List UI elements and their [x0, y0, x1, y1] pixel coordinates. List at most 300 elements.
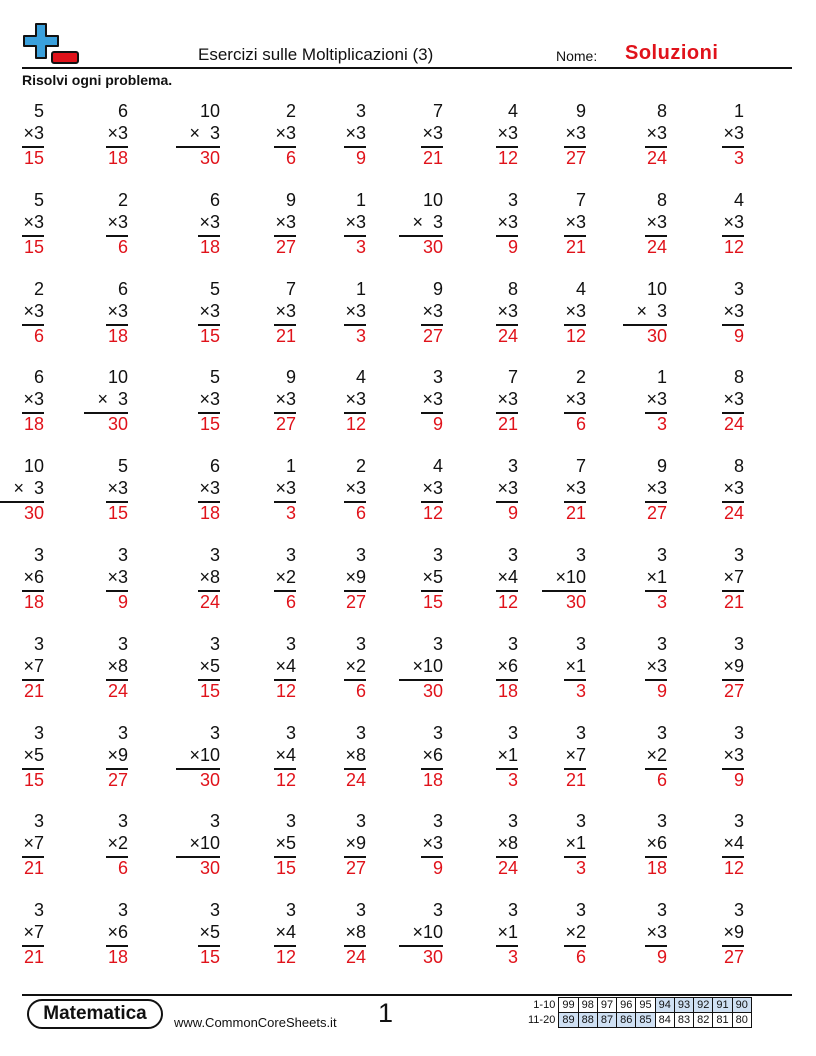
answer: 12 [565, 326, 586, 346]
problem [252, 367, 296, 437]
multiplier: ×4 [497, 567, 518, 587]
multiplier: ×7 [565, 745, 586, 765]
problem [176, 634, 220, 704]
multiplier: ×3 [23, 389, 44, 409]
answer: 24 [497, 858, 518, 878]
multiplier: ×3 [275, 212, 296, 232]
multiplier: ×3 [107, 123, 128, 143]
multiplier: ×3 [497, 301, 518, 321]
problem [399, 101, 443, 171]
multiplier: ×3 [646, 922, 667, 942]
problem [252, 456, 296, 526]
problem [176, 723, 220, 793]
problem [700, 190, 744, 260]
answer: 6 [33, 326, 44, 346]
answer: 27 [723, 681, 744, 701]
problem [84, 634, 128, 704]
multiplicand: 7 [575, 190, 586, 210]
answer: 9 [507, 237, 518, 257]
score-cell: 90 [732, 998, 751, 1013]
multiplicand: 3 [507, 190, 518, 210]
problem [542, 279, 586, 349]
multiplier: ×1 [646, 567, 667, 587]
answer: 27 [275, 237, 296, 257]
answer: 12 [497, 148, 518, 168]
multiplier: ×7 [23, 833, 44, 853]
multiplier: ×3 [565, 212, 586, 232]
multiplier: ×3 [275, 478, 296, 498]
answer: 18 [107, 326, 128, 346]
multiplicand: 3 [285, 723, 296, 743]
site-url: www.CommonCoreSheets.it [174, 1015, 337, 1030]
answer: 15 [107, 503, 128, 523]
answer: 30 [23, 503, 44, 523]
multiplicand: 3 [209, 723, 220, 743]
problem [474, 900, 518, 970]
problem [474, 456, 518, 526]
problem [474, 545, 518, 615]
score-cell: 82 [694, 1013, 713, 1028]
multiplier: ×9 [723, 922, 744, 942]
problem [623, 456, 667, 526]
multiplier: ×7 [723, 567, 744, 587]
multiplicand: 2 [575, 367, 586, 387]
multiplicand: 3 [117, 723, 128, 743]
multiplicand: 3 [209, 545, 220, 565]
multiplicand: 6 [33, 367, 44, 387]
multiplicand: 1 [355, 190, 366, 210]
answer: 27 [422, 326, 443, 346]
multiplier: ×3 [723, 745, 744, 765]
problem [700, 545, 744, 615]
multiplier: ×3 [345, 301, 366, 321]
multiplicand: 3 [656, 811, 667, 831]
answer: 3 [656, 414, 667, 434]
multiplicand: 3 [507, 900, 518, 920]
multiplicand: 3 [117, 634, 128, 654]
multiplier: ×6 [497, 656, 518, 676]
multiplier: × 3 [636, 301, 667, 321]
multiplier: ×3 [646, 656, 667, 676]
problem [0, 456, 44, 526]
score-cell: 85 [636, 1013, 655, 1028]
multiplier: ×3 [565, 123, 586, 143]
multiplier: ×3 [565, 301, 586, 321]
answer: 30 [422, 681, 443, 701]
answer: 27 [723, 947, 744, 967]
multiplier: ×3 [723, 478, 744, 498]
answer: 15 [199, 414, 220, 434]
answer: 6 [575, 947, 586, 967]
problem [0, 900, 44, 970]
name-value: Soluzioni [625, 42, 719, 64]
answer: 12 [275, 770, 296, 790]
problem [322, 900, 366, 970]
multiplier: ×3 [23, 212, 44, 232]
score-cell: 98 [578, 998, 597, 1013]
problem [252, 101, 296, 171]
multiplicand: 3 [285, 634, 296, 654]
answer: 27 [646, 503, 667, 523]
multiplier: ×3 [199, 389, 220, 409]
answer: 15 [199, 326, 220, 346]
multiplier: ×3 [497, 478, 518, 498]
problem [399, 723, 443, 793]
multiplicand: 3 [656, 545, 667, 565]
multiplicand: 3 [507, 634, 518, 654]
multiplicand: 3 [355, 634, 366, 654]
problem [399, 634, 443, 704]
answer: 6 [117, 237, 128, 257]
multiplier: ×3 [199, 212, 220, 232]
problem [322, 101, 366, 171]
answer: 27 [275, 414, 296, 434]
problem [0, 545, 44, 615]
problem [252, 190, 296, 260]
multiplier: ×10 [189, 833, 220, 853]
score-cell: 99 [559, 998, 578, 1013]
multiplier: ×2 [345, 656, 366, 676]
problem [623, 101, 667, 171]
answer: 21 [565, 237, 586, 257]
multiplier: × 3 [412, 212, 443, 232]
page-number: 1 [378, 998, 394, 1028]
multiplicand: 10 [23, 456, 44, 476]
answer: 18 [23, 414, 44, 434]
multiplier: ×3 [345, 123, 366, 143]
multiplier: ×1 [565, 656, 586, 676]
problem [252, 811, 296, 881]
problem [474, 723, 518, 793]
problem [0, 634, 44, 704]
multiplier: ×8 [345, 922, 366, 942]
problem [0, 367, 44, 437]
answer: 12 [345, 414, 366, 434]
multiplicand: 3 [432, 545, 443, 565]
multiplier: ×10 [412, 922, 443, 942]
multiplier: ×3 [497, 212, 518, 232]
answer: 3 [575, 681, 586, 701]
multiplicand: 4 [507, 101, 518, 121]
score-cell: 95 [636, 998, 655, 1013]
problem [176, 456, 220, 526]
multiplier: ×8 [345, 745, 366, 765]
problem [399, 545, 443, 615]
answer: 27 [565, 148, 586, 168]
brand-badge: Matematica [27, 999, 163, 1029]
multiplicand: 1 [355, 279, 366, 299]
problem [322, 279, 366, 349]
score-cell: 92 [694, 998, 713, 1013]
answer: 18 [497, 681, 518, 701]
multiplicand: 2 [285, 101, 296, 121]
multiplier: ×3 [497, 123, 518, 143]
multiplicand: 3 [285, 811, 296, 831]
multiplicand: 3 [507, 723, 518, 743]
multiplier: ×3 [422, 301, 443, 321]
problem [84, 456, 128, 526]
multiplicand: 8 [656, 101, 667, 121]
multiplicand: 3 [575, 545, 586, 565]
problem [399, 456, 443, 526]
multiplicand: 3 [33, 900, 44, 920]
problem [474, 279, 518, 349]
multiplicand: 6 [209, 190, 220, 210]
answer: 3 [656, 592, 667, 612]
multiplier: ×4 [723, 833, 744, 853]
answer: 12 [723, 858, 744, 878]
multiplier: ×5 [23, 745, 44, 765]
answer: 24 [199, 592, 220, 612]
score-cell: 80 [732, 1013, 751, 1028]
problem [322, 811, 366, 881]
answer: 30 [565, 592, 586, 612]
multiplier: ×3 [565, 389, 586, 409]
multiplicand: 3 [507, 456, 518, 476]
problem [322, 456, 366, 526]
answer: 12 [723, 237, 744, 257]
multiplicand: 2 [33, 279, 44, 299]
multiplicand: 3 [507, 545, 518, 565]
score-row-label: 11-20 [528, 1014, 556, 1026]
answer: 18 [646, 858, 667, 878]
multiplier: ×3 [107, 212, 128, 232]
multiplier: ×3 [199, 301, 220, 321]
multiplier: ×3 [345, 478, 366, 498]
multiplicand: 3 [733, 811, 744, 831]
answer: 24 [723, 414, 744, 434]
answer: 24 [107, 681, 128, 701]
multiplicand: 3 [432, 723, 443, 743]
multiplier: ×9 [345, 833, 366, 853]
problem [399, 900, 443, 970]
multiplicand: 3 [33, 811, 44, 831]
multiplicand: 6 [209, 456, 220, 476]
answer: 24 [345, 770, 366, 790]
multiplicand: 3 [117, 545, 128, 565]
problem [623, 634, 667, 704]
answer: 30 [422, 947, 443, 967]
multiplicand: 8 [733, 456, 744, 476]
multiplicand: 3 [733, 723, 744, 743]
multiplicand: 3 [575, 900, 586, 920]
multiplicand: 3 [656, 900, 667, 920]
problem [252, 545, 296, 615]
answer: 3 [507, 770, 518, 790]
answer: 12 [275, 681, 296, 701]
answer: 30 [646, 326, 667, 346]
multiplier: ×7 [23, 922, 44, 942]
multiplicand: 3 [285, 900, 296, 920]
multiplier: ×3 [23, 123, 44, 143]
score-cell: 81 [713, 1013, 732, 1028]
multiplier: ×4 [275, 745, 296, 765]
problem [84, 101, 128, 171]
multiplier: ×3 [23, 301, 44, 321]
multiplicand: 2 [117, 190, 128, 210]
answer: 9 [432, 414, 443, 434]
problem [542, 634, 586, 704]
problem [322, 367, 366, 437]
answer: 3 [575, 858, 586, 878]
multiplicand: 4 [432, 456, 443, 476]
problem [84, 723, 128, 793]
multiplier: ×4 [275, 656, 296, 676]
multiplicand: 3 [209, 900, 220, 920]
problem [542, 101, 586, 171]
multiplicand: 4 [733, 190, 744, 210]
answer: 18 [422, 770, 443, 790]
answer: 3 [285, 503, 296, 523]
score-row-label: 1-10 [533, 999, 556, 1011]
problem [176, 811, 220, 881]
problem [84, 545, 128, 615]
multiplicand: 3 [209, 811, 220, 831]
answer: 21 [422, 148, 443, 168]
answer: 15 [23, 148, 44, 168]
problem [84, 279, 128, 349]
answer: 6 [285, 148, 296, 168]
multiplicand: 3 [656, 634, 667, 654]
answer: 12 [422, 503, 443, 523]
multiplier: ×2 [275, 567, 296, 587]
problem [623, 367, 667, 437]
score-row [525, 998, 751, 1013]
problem [252, 900, 296, 970]
answer: 18 [199, 237, 220, 257]
score-cell: 89 [559, 1013, 578, 1028]
multiplier: ×3 [646, 389, 667, 409]
multiplicand: 2 [355, 456, 366, 476]
multiplicand: 3 [432, 811, 443, 831]
answer: 21 [565, 770, 586, 790]
answer: 6 [575, 414, 586, 434]
score-cell: 88 [578, 1013, 597, 1028]
multiplier: ×3 [422, 123, 443, 143]
multiplicand: 3 [733, 900, 744, 920]
answer: 21 [23, 681, 44, 701]
multiplier: ×10 [412, 656, 443, 676]
problem [0, 811, 44, 881]
multiplier: ×8 [199, 567, 220, 587]
answer: 6 [285, 592, 296, 612]
multiplier: ×6 [646, 833, 667, 853]
multiplier: ×6 [23, 567, 44, 587]
multiplicand: 8 [733, 367, 744, 387]
multiplier: ×6 [107, 922, 128, 942]
problem [84, 367, 128, 437]
multiplier: ×5 [199, 922, 220, 942]
problem [700, 723, 744, 793]
multiplicand: 10 [199, 101, 220, 121]
multiplicand: 4 [575, 279, 586, 299]
problem [474, 811, 518, 881]
multiplicand: 4 [355, 367, 366, 387]
answer: 3 [355, 237, 366, 257]
problem [322, 190, 366, 260]
multiplicand: 9 [575, 101, 586, 121]
score-cell: 84 [655, 1013, 674, 1028]
answer: 9 [117, 592, 128, 612]
problem [176, 279, 220, 349]
multiplicand: 7 [575, 456, 586, 476]
multiplicand: 3 [432, 900, 443, 920]
multiplicand: 5 [209, 279, 220, 299]
multiplicand: 5 [33, 101, 44, 121]
multiplier: ×5 [199, 656, 220, 676]
footer-divider [22, 994, 792, 996]
multiplicand: 5 [209, 367, 220, 387]
problem [322, 723, 366, 793]
problem [542, 900, 586, 970]
multiplicand: 10 [107, 367, 128, 387]
problem [700, 634, 744, 704]
problem [474, 634, 518, 704]
multiplicand: 3 [117, 811, 128, 831]
multiplier: ×4 [275, 922, 296, 942]
answer: 6 [355, 503, 366, 523]
problem [700, 900, 744, 970]
multiplicand: 9 [285, 190, 296, 210]
problem [176, 190, 220, 260]
multiplier: ×2 [646, 745, 667, 765]
multiplier: ×3 [422, 478, 443, 498]
score-cell: 87 [597, 1013, 616, 1028]
answer: 24 [723, 503, 744, 523]
problem [474, 101, 518, 171]
problem [252, 634, 296, 704]
multiplier: ×10 [189, 745, 220, 765]
multiplicand: 3 [733, 545, 744, 565]
answer: 21 [23, 947, 44, 967]
problem [542, 367, 586, 437]
multiplier: ×3 [497, 389, 518, 409]
answer: 27 [345, 858, 366, 878]
answer: 15 [199, 947, 220, 967]
multiplicand: 3 [209, 634, 220, 654]
multiplicand: 10 [422, 190, 443, 210]
answer: 18 [199, 503, 220, 523]
multiplier: ×3 [107, 301, 128, 321]
answer: 15 [422, 592, 443, 612]
problem [176, 367, 220, 437]
multiplicand: 3 [575, 723, 586, 743]
multiplicand: 9 [432, 279, 443, 299]
answer: 6 [117, 858, 128, 878]
problem [700, 101, 744, 171]
multiplier: ×3 [422, 833, 443, 853]
multiplier: × 3 [97, 389, 128, 409]
multiplier: ×3 [723, 123, 744, 143]
multiplier: ×3 [723, 389, 744, 409]
multiplier: × 3 [13, 478, 44, 498]
answer: 21 [275, 326, 296, 346]
answer: 21 [23, 858, 44, 878]
answer: 3 [507, 947, 518, 967]
multiplier: ×3 [275, 123, 296, 143]
multiplier: ×3 [199, 478, 220, 498]
multiplicand: 5 [117, 456, 128, 476]
multiplicand: 3 [355, 545, 366, 565]
answer: 27 [107, 770, 128, 790]
multiplicand: 3 [432, 634, 443, 654]
answer: 3 [355, 326, 366, 346]
instructions: Risolvi ogni problema. [22, 72, 173, 88]
multiplier: ×5 [422, 567, 443, 587]
problem [399, 279, 443, 349]
multiplicand: 7 [507, 367, 518, 387]
answer: 30 [199, 770, 220, 790]
